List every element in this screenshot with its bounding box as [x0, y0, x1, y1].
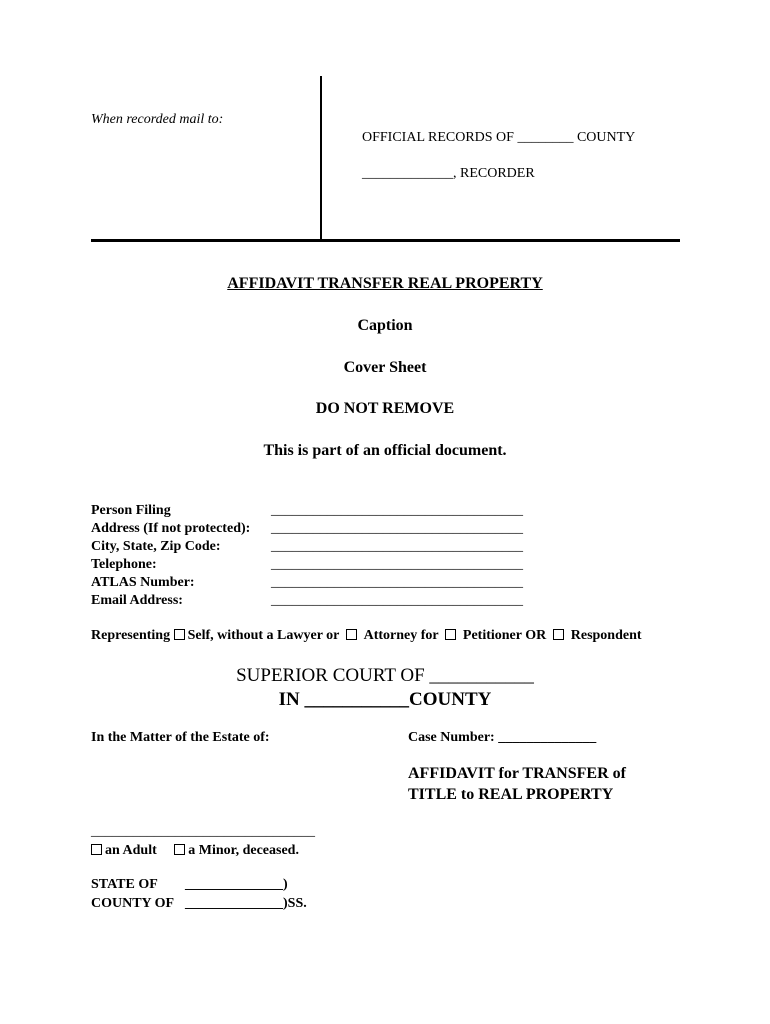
cover-sheet-heading: Cover Sheet	[343, 359, 427, 376]
do-not-remove-heading: DO NOT REMOVE	[315, 400, 455, 417]
atlas-number-field[interactable]: ____________________________________	[271, 575, 523, 590]
header-divider-horizontal	[91, 239, 680, 242]
adult-option-label: an Adult	[105, 843, 157, 858]
city-state-zip-field[interactable]: ____________________________________	[271, 539, 523, 554]
affidavit-title-line1: AFFIDAVIT for TRANSFER of	[408, 765, 626, 782]
minor-checkbox[interactable]	[174, 844, 185, 855]
official-document-notice: This is part of an official document.	[263, 442, 507, 459]
superior-court-heading: SUPERIOR COURT OF ___________	[236, 665, 534, 686]
state-of-label: STATE OF	[91, 877, 158, 892]
case-number-field[interactable]: Case Number: ______________	[408, 730, 597, 745]
respondent-option-label: Respondent	[570, 628, 642, 643]
field-label: Email Address:	[91, 593, 183, 608]
attorney-checkbox[interactable]	[346, 629, 357, 640]
county-of-field[interactable]: ______________)SS.	[185, 896, 307, 911]
address-field[interactable]: ____________________________________	[271, 521, 523, 536]
estate-label: In the Matter of the Estate of:	[91, 730, 270, 745]
header-divider-vertical	[320, 76, 322, 241]
email-address-field[interactable]: ____________________________________	[271, 593, 523, 608]
recorded-mail-label: When recorded mail to:	[91, 112, 224, 127]
field-label: ATLAS Number:	[91, 575, 195, 590]
state-of-field[interactable]: ______________)	[185, 877, 288, 892]
age-status-row	[91, 843, 299, 859]
petitioner-option-label: Petitioner OR	[462, 628, 547, 643]
petitioner-checkbox[interactable]	[445, 629, 456, 640]
respondent-checkbox[interactable]	[553, 629, 564, 640]
telephone-field[interactable]: ____________________________________	[271, 557, 523, 572]
representing-row	[91, 628, 642, 644]
representing-label: Representing	[91, 628, 171, 643]
county-heading: IN ___________COUNTY	[278, 689, 492, 710]
affidavit-title-line2: TITLE to REAL PROPERTY	[408, 786, 614, 803]
recorder-line: _____________, RECORDER	[362, 166, 535, 181]
person-filing-field[interactable]: ____________________________________	[271, 503, 523, 518]
attorney-option-label: Attorney for	[363, 628, 439, 643]
official-records-line: OFFICIAL RECORDS OF ________ COUNTY	[362, 130, 636, 145]
minor-option-label: a Minor, deceased.	[188, 843, 299, 858]
adult-checkbox[interactable]	[91, 844, 102, 855]
county-of-label: COUNTY OF	[91, 896, 175, 911]
decedent-name-field[interactable]: ________________________________	[91, 824, 315, 839]
self-option-label: Self, without a Lawyer or	[187, 628, 340, 643]
field-label: Telephone:	[91, 557, 157, 572]
document-title: AFFIDAVIT TRANSFER REAL PROPERTY	[227, 275, 543, 292]
caption-heading: Caption	[357, 317, 413, 334]
field-label: Address (If not protected):	[91, 521, 251, 536]
self-checkbox[interactable]	[174, 629, 185, 640]
field-label: Person Filing	[91, 503, 171, 518]
field-label: City, State, Zip Code:	[91, 539, 221, 554]
